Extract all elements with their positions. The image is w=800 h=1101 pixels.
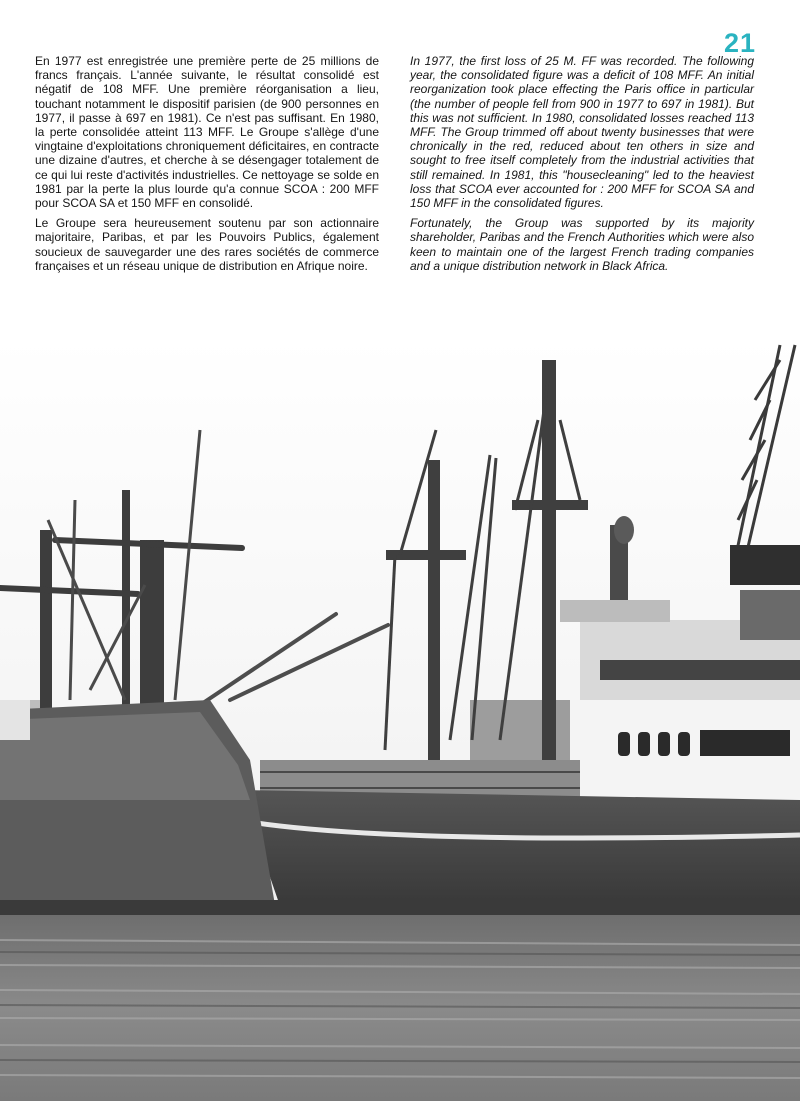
english-text-column (410, 54, 754, 279)
french-paragraph-1: En 1977 est enregistrée une première perte de 25 millions de francs français. L'année suivante, le résultat consolidé est négatif de 108 MFF. Une première réorganisation a lieu, touchant notamment le dispositif parisien (de 900 personnes en 1977, il passe à 697 en 1981). Ce n'est pas suffisant. En 1980, la perte consolidée atteint 113 MFF. Le Groupe s'allège d'une vingtaine d'exploitations chroniquement déficitaires, en contracte une dizaine d'autres, et cherche à se désengager totalement de ce qui lui reste d'activités industrielles. Ce nettoyage se solde en 1981 par la perte la plus lourde qu'a connue SCOA : 200 MFF pour SCOA SA et 150 MFF en consolidé. (35, 54, 379, 211)
harbor-ship-photo (0, 338, 800, 1101)
english-paragraph-2: Fortunately, the Group was supported by its majority shareholder, Paribas and the French Authorities which were also keen to maintain one of the largest French trading companies and a unique distribution network in Black Africa. (410, 216, 754, 273)
french-paragraph-2: Le Groupe sera heureusement soutenu par son actionnaire majoritaire, Paribas, et par les Pouvoirs Publics, également soucieux de sauvegarder une des rares sociétés de commerce françaises et un réseau unique de distribution en Afrique noire. (35, 216, 379, 273)
page-number: 21 (723, 28, 756, 58)
english-paragraph-1: In 1977, the first loss of 25 M. FF was recorded. The following year, the consolidated figure was a deficit of 108 MFF. An initial reorganization took place effecting the Paris office in particular (the number of people fell from 900 in 1977 to 697 in 1981). But this was not sufficient. In 1980, consolidated losses reached 113 MFF. The Group trimmed off about twenty businesses that were chronically in the red, reduced about ten others in size and sought to free itself completely from the industrial activities that still remained. In 1981, this "housecleaning" led to the heaviest loss that SCOA ever accounted for : 200 MFF for SCOA SA and 150 MFF in the consolidated figures. (410, 54, 754, 211)
french-text-column (35, 54, 379, 279)
